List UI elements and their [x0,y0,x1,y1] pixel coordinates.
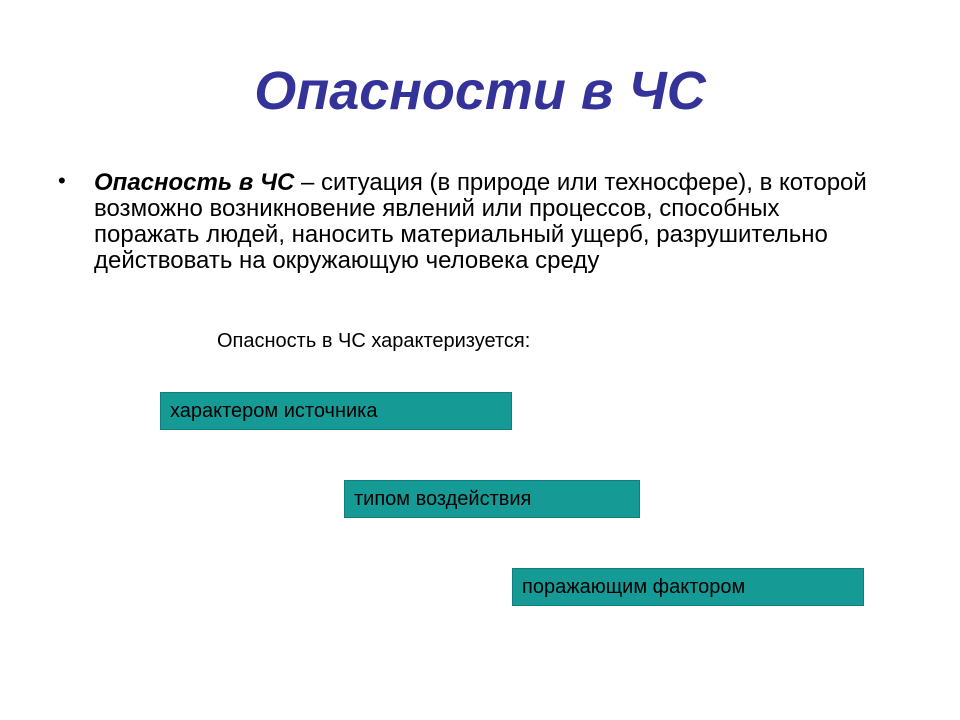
slide-title: Опасности в ЧС [254,61,706,121]
bullet-marker: • [58,168,66,193]
factor-box-impact-type: типом воздействия [344,480,640,518]
factor-box-source: характером источника [160,392,512,430]
definition-term: Опасность в ЧС [94,169,295,196]
definition-body: – ситуация (в природе или техносфере), в которой возможно возникновение явлений или процессов, способных поражать людей, наносить материальный ущерб, разрушительно действовать на окружающую человека среду [94,169,867,274]
definition-paragraph [94,170,884,274]
characteristics-heading: Опасность в ЧС характеризуется: [217,330,531,352]
factor-box-damaging-factor: поражающим фактором [512,568,864,606]
